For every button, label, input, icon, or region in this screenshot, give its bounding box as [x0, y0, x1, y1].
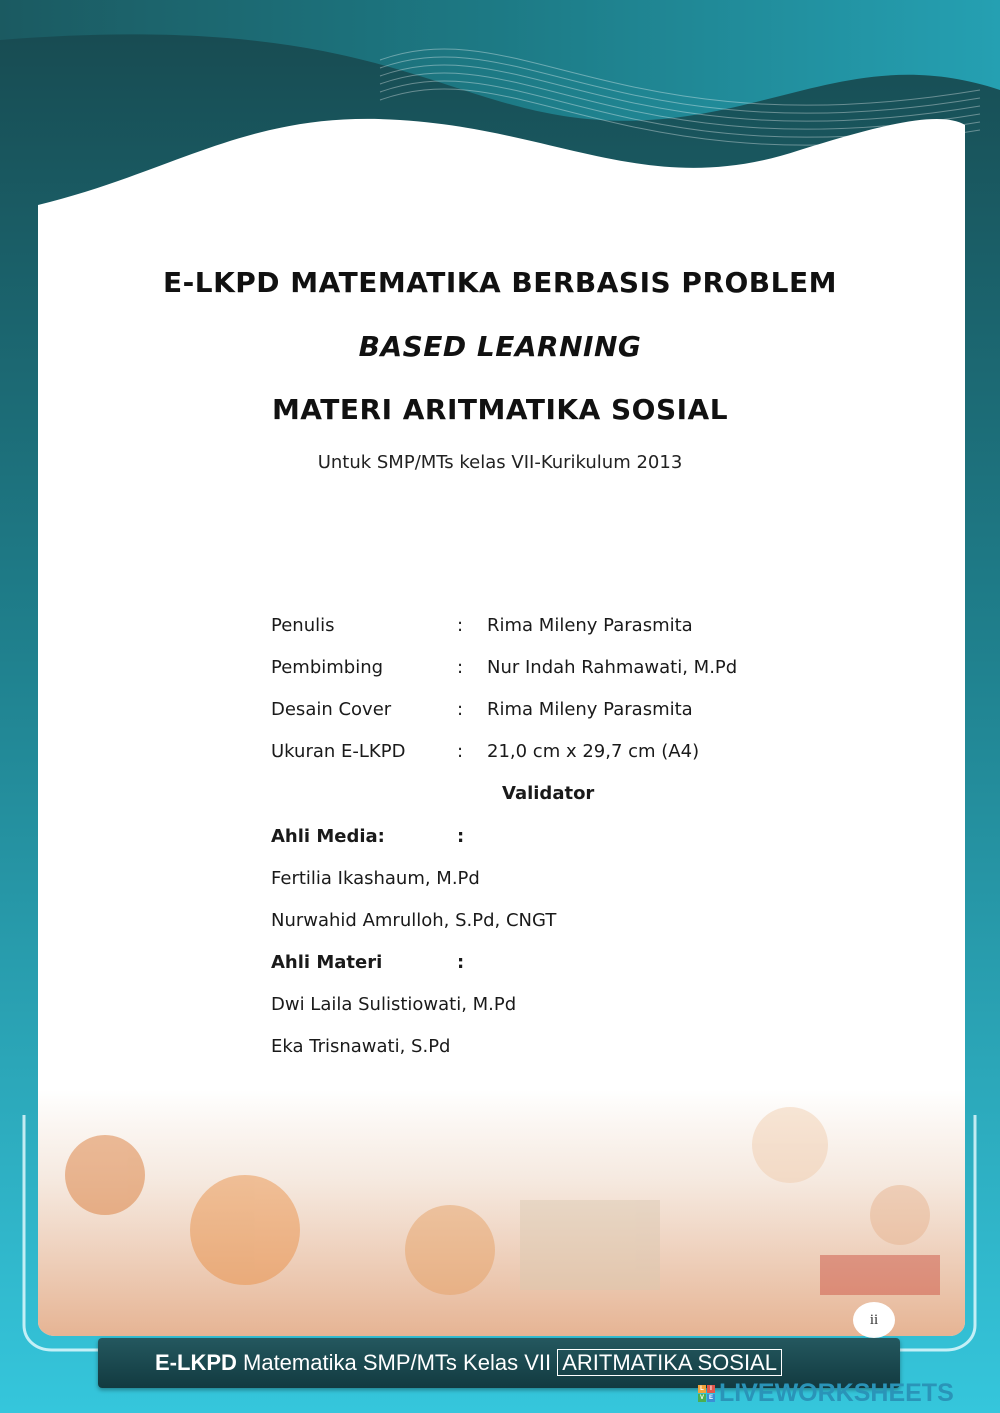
- media-expert-colon: :: [457, 825, 465, 847]
- logo-letter: E: [708, 1394, 713, 1401]
- liveworksheets-watermark: [698, 1378, 954, 1408]
- person-name: Fertilia Ikashaum, M.Pd: [271, 867, 480, 889]
- footer-text-bold: E-LKPD: [155, 1350, 237, 1375]
- credit-label: Desain Cover: [271, 698, 392, 720]
- credit-row-pembimbing: [271, 646, 791, 688]
- logo-letter: L: [698, 1385, 706, 1393]
- document-title-line-3: MATERI ARITMATIKA SOSIAL: [271, 393, 729, 426]
- document-subtitle: Untuk SMP/MTs kelas VII-Kurikulum 2013: [317, 452, 683, 473]
- media-expert-person: [271, 857, 791, 899]
- footer-text-boxed: ARITMATIKA SOSIAL: [557, 1349, 782, 1376]
- credit-colon: :: [457, 741, 464, 763]
- liveworksheets-wordmark: LIVEWORKSHEETS: [719, 1378, 954, 1407]
- credit-value: Rima Mileny Parasmita: [487, 698, 693, 720]
- material-expert-person: [271, 984, 791, 1026]
- credit-row-penulis: [271, 604, 791, 646]
- credit-row-desain-cover: [271, 688, 791, 730]
- material-expert-label: Ahli Materi: [271, 952, 383, 974]
- validator-heading-row: [271, 773, 791, 815]
- person-name: Dwi Laila Sulistiowati, M.Pd: [271, 994, 517, 1016]
- credits-block: [271, 604, 791, 1068]
- footer-text-regular: Matematika SMP/MTs Kelas VII: [236, 1350, 558, 1375]
- credit-value: 21,0 cm x 29,7 cm (A4): [487, 741, 700, 763]
- credit-label: Ukuran E-LKPD: [271, 741, 406, 763]
- material-expert-colon: :: [457, 952, 465, 974]
- page-number: ii: [853, 1302, 895, 1338]
- document-title-line-1: E-LKPD MATEMATIKA BERBASIS PROBLEM: [163, 266, 837, 299]
- credit-colon: :: [457, 698, 464, 720]
- liveworksheets-logo-icon: [698, 1385, 715, 1402]
- credit-row-ukuran: [271, 731, 791, 773]
- credit-colon: :: [457, 656, 464, 678]
- credit-value: Nur Indah Rahmawati, M.Pd: [487, 656, 738, 678]
- footer-text: [155, 1350, 782, 1376]
- person-name: Eka Trisnawati, S.Pd: [271, 1036, 451, 1058]
- media-expert-label-row: [271, 815, 791, 857]
- credit-value: Rima Mileny Parasmita: [487, 614, 693, 636]
- media-expert-person: [271, 899, 791, 941]
- person-name: Nurwahid Amrulloh, S.Pd, CNGT: [271, 909, 557, 931]
- material-expert-person: [271, 1026, 791, 1068]
- material-expert-label-row: [271, 942, 791, 984]
- validator-heading: Validator: [502, 783, 595, 805]
- credit-colon: :: [457, 614, 464, 636]
- credit-label: Penulis: [271, 614, 335, 636]
- logo-letter: I: [707, 1385, 715, 1393]
- document-title-line-2: BASED LEARNING: [358, 330, 642, 363]
- credit-label: Pembimbing: [271, 656, 384, 678]
- media-expert-label: Ahli Media:: [271, 825, 385, 847]
- logo-letter: V: [699, 1394, 704, 1401]
